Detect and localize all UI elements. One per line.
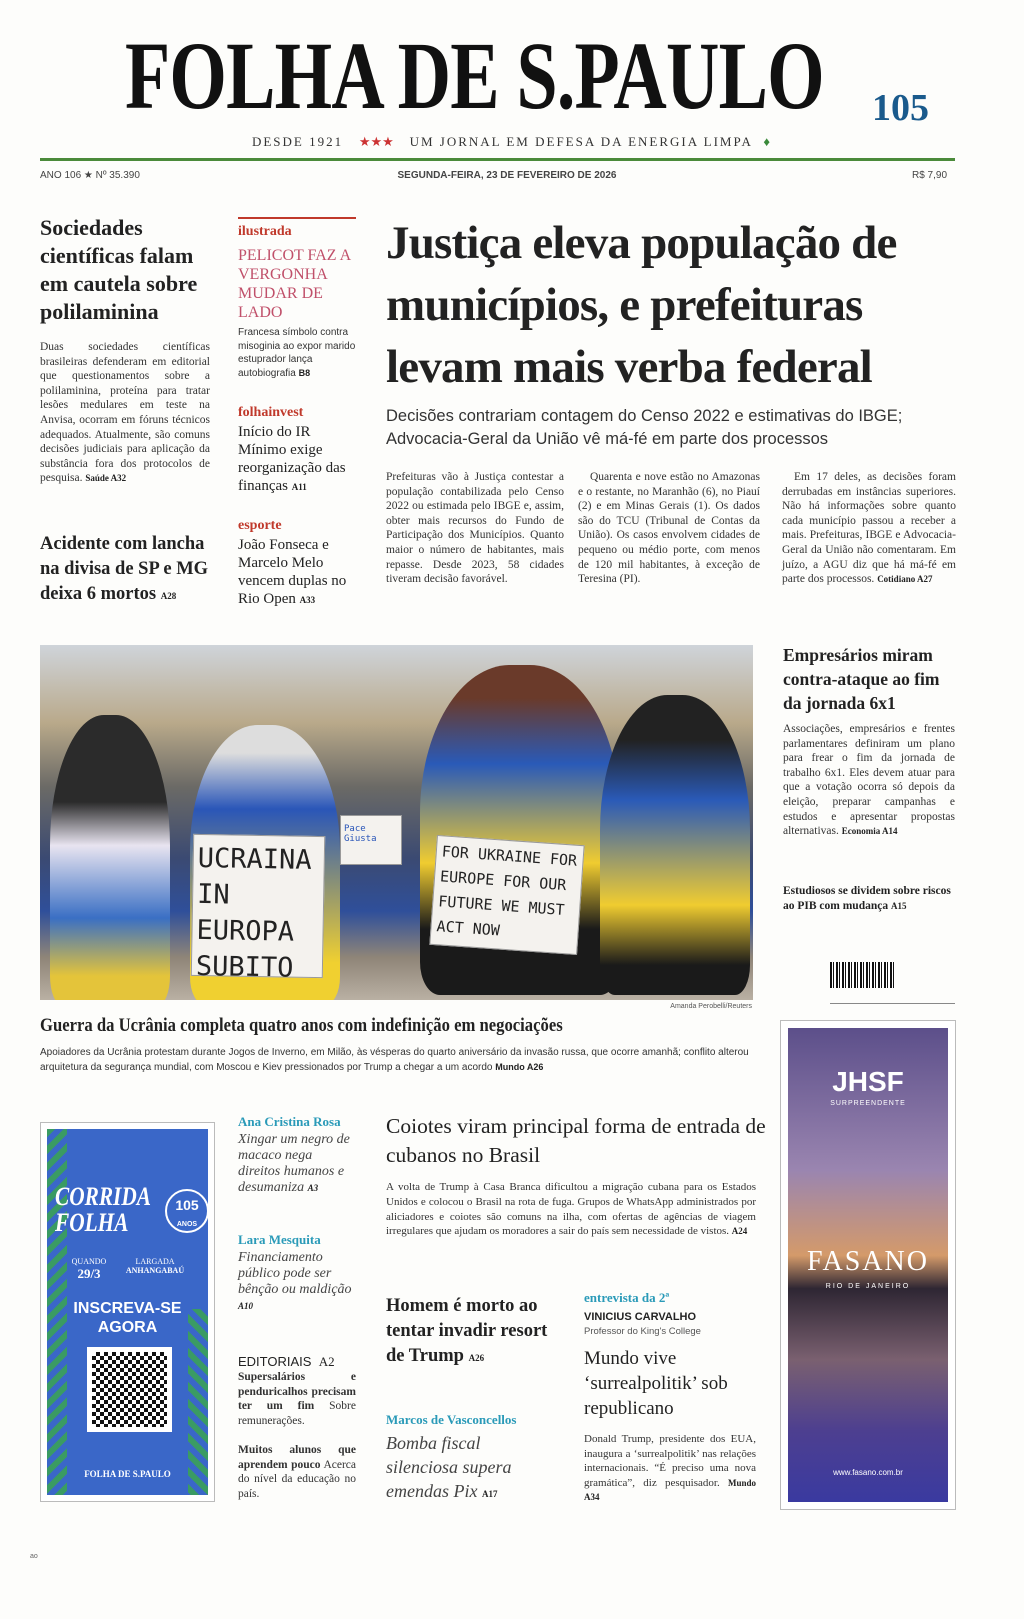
ad-title-line: FOLHA <box>55 1208 129 1237</box>
photo-headline[interactable]: Guerra da Ucrânia completa quatro anos com indefinição em negociações <box>40 1016 563 1036</box>
headline-pib[interactable] <box>783 884 955 914</box>
editorial-2 <box>238 1443 356 1501</box>
page-ref: A28 <box>160 591 177 601</box>
masthead-rule <box>40 158 955 161</box>
headline-text: Início do IR Mínimo exige reorganização das finanças <box>238 424 346 494</box>
qr-pattern <box>92 1352 167 1427</box>
headline-6x1[interactable]: Empresários miram contra-ataque ao fim da jornada 6x1 <box>783 645 940 713</box>
masthead-title: FOLHA DE S.PAULO <box>125 22 824 129</box>
headline-fonseca[interactable] <box>238 536 353 609</box>
teaser-text: Francesa símbolo contra misoginia ao expor marido estuprador lança autobiografia <box>238 327 356 379</box>
caption-text: Apoiadores da Ucrânia protestam durante Jogos de Inverno, em Milão, às vésperas do quarto aniversário da invasão russa, que ocorre amanhã; conflito alterou arquitetura da segurança mundial, com Moscou e Kiev pressionados por Trump a chegar a um acordo <box>40 1047 749 1073</box>
ukraine-protest-photo <box>40 645 753 1000</box>
story-text: Donald Trump, presidente dos EUA, inaugura a ‘surrealpolitik’ nas relações internacionais. “É preciso uma nova gramática”, diz pesquisador. <box>584 1433 756 1489</box>
protest-sign-pace: Pace Giusta <box>340 815 402 865</box>
ad-name: FASANO <box>807 1246 929 1277</box>
kicker-esporte: esporte <box>238 518 282 533</box>
since: DESDE 1921 <box>251 134 344 149</box>
page-ref: Saúde A32 <box>85 473 127 484</box>
edition-badge: 105 <box>872 87 929 129</box>
page-ref: A15 <box>890 901 907 911</box>
ad-url[interactable]: www.fasano.com.br <box>833 1468 903 1477</box>
interviewee-title: Professor do King's College <box>584 1326 701 1337</box>
lead-col-1: Prefeituras vão à Justiça contestar a população contabilizada pelo Censo 2022 ou estimada pelo IBGE e, assim, obter mais recursos do Fundo de Participação dos Municípios. Quanto maior o número de habitantes, mais repasse. Desde 2023, 58 cidades tiveram decisão favorável. <box>386 471 564 586</box>
headline-text: Estudiosos se dividem sobre riscos ao PIB com mudança <box>783 885 951 912</box>
ad-brand: JHSF <box>832 1066 904 1097</box>
editorial-title[interactable]: Muitos alunos que aprendem pouco <box>238 1444 356 1471</box>
ad-place: ANHANGABAÚ <box>125 1266 185 1275</box>
story-text: A volta de Trump à Casa Branca dificultou a migração cubana para os Estados Unidos e colocou o Brasil na rota de fuga. Grupos de WhatsApp administrados por aliciadores e coiotes são comuns na ilha, com ofertas de agências de viagem irregulares que ajudam os moradores a sair do país sem necessidade de vistos. <box>386 1181 756 1238</box>
story-text: Em 17 deles, as decisões foram derrubadas em instâncias superiores. Não há informações sobre quanto cada município passou a receber a mais. Prefeituras, IBGE e Advocacia-Geral da União não comentaram. Em juízo, a AGU diz que há má-fé em parte dos processos. <box>782 471 956 586</box>
ad-date: 29/3 <box>77 1266 101 1281</box>
issue-number: ANO 106 ★ Nº 35.390 <box>40 170 140 181</box>
column-title[interactable] <box>238 1250 356 1314</box>
page-ref: Economia A14 <box>841 826 898 837</box>
story-text: Duas sociedades científicas brasileiras defenderam em editorial que questionamentos sobre a polilaminina, proteína para tratar lesões medulares em teste na Anvisa, ocorram em fóruns técnicos adequados. Atualmente, são comuns decisões judiciais para aplicação da substância fora dos protocolos de pesquisa. <box>40 341 210 485</box>
price: R$ 7,90 <box>912 170 948 181</box>
footer-mark: ao <box>30 1553 38 1560</box>
page-ref: A17 <box>481 1489 498 1499</box>
lead-col-3 <box>782 470 956 587</box>
protest-sign-ucraina: UCRAINA IN EUROPA SUBITO <box>191 834 325 978</box>
kicker-folhainvest: folhainvest <box>238 405 304 420</box>
column-title[interactable] <box>238 1132 356 1196</box>
protest-sign-ukraine: FOR UKRAINE FOR EUROPE FOR OUR FUTURE WE MUST ACT NOW <box>429 835 584 955</box>
label: EDITORIAIS <box>238 1354 312 1369</box>
divider <box>830 1003 955 1004</box>
ad-where <box>115 1257 195 1275</box>
headline-coiotes[interactable]: Coiotes viram principal forma de entrada de cubanos no Brasil <box>386 1114 766 1167</box>
leaf-icon: ♦ <box>763 134 773 149</box>
editorial-title[interactable]: Supersalários e penduricalhos precisam ter um fim <box>238 1371 356 1413</box>
headline-surrealpolitik[interactable]: Mundo vive ‘surrealpolitik’ sob republicano <box>584 1348 728 1419</box>
headline-trump-resort <box>386 1294 566 1371</box>
headline-pelicot[interactable]: PELICOT FAZ A VERGONHA MUDAR DE LADO <box>238 247 351 321</box>
headline-polilaminina[interactable]: Sociedades científicas falam em cautela sobre polilaminina <box>40 215 198 324</box>
story-coiotes <box>386 1180 756 1239</box>
page-ref: A3 <box>307 1183 319 1193</box>
kicker-ilustrada: ilustrada <box>238 224 292 239</box>
editorial-1 <box>238 1370 356 1428</box>
ad-cta[interactable]: INSCREVA-SE AGORA <box>73 1300 182 1336</box>
editorials-label <box>238 1354 335 1370</box>
page-ref: A24 <box>731 1226 748 1237</box>
masthead-tagline <box>0 134 1024 150</box>
page-ref: Cotidiano A27 <box>877 574 933 585</box>
columnist-name: Ana Cristina Rosa <box>238 1114 341 1129</box>
column-text: Bomba fiscal silenciosa supera emendas Pix <box>386 1433 512 1501</box>
headline-text: João Fonseca e Marcelo Melo vencem duplas no Rio Open <box>238 537 347 607</box>
issue-date: SEGUNDA-FEIRA, 23 DE FEVEREIRO DE 2026 <box>397 170 617 181</box>
lead-subheadline: Decisões contrariam contagem do Censo 2022 e estimativas do IBGE; Advocacia-Geral da União vê má-fé em parte dos processos <box>386 407 903 448</box>
label: LARGADA <box>135 1257 175 1266</box>
editorial-text: Sobre remunerações. <box>238 1400 356 1427</box>
headline-ir[interactable] <box>238 423 353 496</box>
motto: UM JORNAL EM DEFESA DA ENERGIA LIMPA <box>409 134 753 149</box>
lead-col-2: Quarenta e nove estão no Amazonas e o restante, no Maranhão (6), no Piauí (2) e em Minas Gerais (1). Os dados são do TCU (Tribunal de Contas da União). Os casos envolvem cidades de pequeno ou médio porte, com menos de 120 mil habitantes, à exceção de Teresina (PI). <box>578 471 760 586</box>
section-rule <box>238 217 356 219</box>
badge-num: 105 <box>175 1197 199 1213</box>
ad-title <box>55 1184 151 1236</box>
columnist-name: Lara Mesquita <box>238 1232 321 1247</box>
editorial-text: Acerca do nível da educação no país. <box>238 1458 356 1500</box>
page-ref: A33 <box>299 595 316 605</box>
kicker-entrevista: entrevista da 2ª <box>584 1290 670 1305</box>
column-text: Financiamento público pode ser bênção ou maldição <box>238 1250 352 1297</box>
qr-code[interactable] <box>87 1347 172 1432</box>
page-ref: A10 <box>238 1301 254 1311</box>
page-ref: Mundo A34 <box>584 1477 757 1503</box>
stars-icon: ★★★ <box>358 134 394 149</box>
page-ref: B8 <box>298 367 311 378</box>
ad-city: RIO DE JANEIRO <box>825 1283 911 1290</box>
column-text: Xingar um negro de macaco nega direitos humanos e desumaniza <box>238 1132 350 1195</box>
story-text: Associações, empresários e frentes parlamentares definiram um plano para frear o fim da jornada de trabalho 6x1. Eles devem atuar para que a votação ocorra só depois da eleição, preparar campanhas e estudos e apresentar propostas alternativas. <box>783 723 955 838</box>
label: QUANDO <box>71 1257 107 1266</box>
barcode <box>830 962 895 988</box>
page-ref: Mundo A26 <box>495 1062 544 1072</box>
ad-tagline: SURPREENDENTE <box>830 1100 906 1107</box>
ad-jhsf-fasano[interactable] <box>780 1020 956 1510</box>
photo-caption <box>40 1045 755 1075</box>
headline-text: Acidente com lancha na divisa de SP e MG deixa 6 mortos <box>40 534 209 604</box>
column-title[interactable] <box>386 1431 556 1506</box>
headline-text[interactable]: Homem é morto ao tentar invadir resort de Trump <box>386 1296 548 1366</box>
photo-credit: Amanda Perobelli/Reuters <box>670 1003 752 1010</box>
page-ref: A11 <box>291 482 307 492</box>
ad-when <box>69 1257 109 1282</box>
headline-lancha[interactable] <box>40 532 215 609</box>
interviewee-name: VINICIUS CARVALHO <box>584 1311 697 1323</box>
protester-figure <box>600 695 750 995</box>
ad-corrida-folha[interactable] <box>40 1122 215 1502</box>
story-6x1 <box>783 722 955 839</box>
page-ref: A26 <box>468 1353 485 1363</box>
protester-figure <box>50 715 170 1000</box>
badge-label: ANOS <box>176 1221 198 1228</box>
ad-title-line: CORRIDA <box>55 1182 151 1211</box>
page-ref: A2 <box>318 1354 335 1369</box>
teaser-pelicot <box>238 326 360 380</box>
ad-brand: FOLHA DE S.PAULO <box>84 1469 171 1479</box>
anniversary-badge <box>165 1189 208 1233</box>
columnist-name: Marcos de Vasconcellos <box>386 1412 517 1427</box>
lead-headline[interactable]: Justiça eleva população de municípios, e prefeituras levam mais verba federal <box>386 217 897 393</box>
story-polilaminina <box>40 340 210 486</box>
story-surrealpolitik <box>584 1432 756 1505</box>
